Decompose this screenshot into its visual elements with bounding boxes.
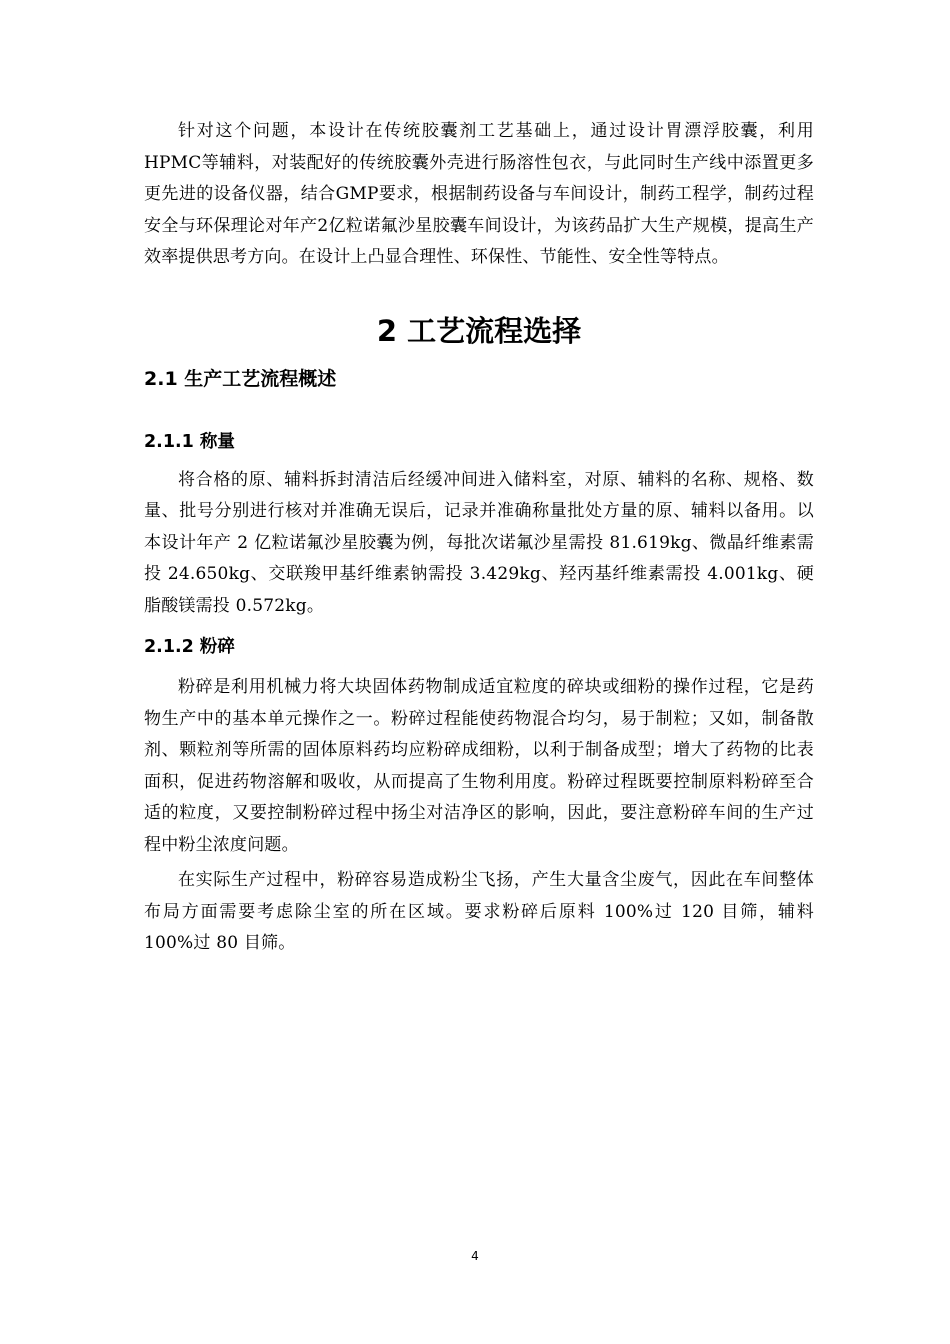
chapter-title: 2 工艺流程选择	[376, 313, 582, 348]
weighing-paragraph: 将合格的原、辅料拆封清洁后经缓冲间进入储料室，对原、辅料的名称、规格、数量、批号分别进行核对并准确无误后，记录并准确称量批处方量的原、辅料以备用。以本设计年产 2 亿粒诺氟沙星胶囊为例，每批次诺氟沙星需投 81.619kg、微晶纤维素需投 24.650kg、交联羧甲基纤维素钠需投 3.429kg、羟丙基纤维素需投 4.001kg、硬脂酸镁需投 0.572kg。	[144, 469, 814, 616]
subsection-title-crushing: 2.1.2 粉碎	[144, 637, 235, 657]
section-title: 2.1 生产工艺流程概述	[144, 367, 337, 390]
page-number: 4	[471, 1249, 479, 1263]
intro-paragraph: 针对这个问题，本设计在传统胶囊剂工艺基础上，通过设计胃漂浮胶囊，利用HPMC等辅料，对装配好的传统胶囊外壳进行肠溶性包衣，与此同时生产线中添置更多更先进的设备仪器，结合GMP要求，根据制药设备与车间设计，制药工程学，制药过程安全与环保理论对年产2亿粒诺氟沙星胶囊车间设计，为该药品扩大生产规模，提高生产效率提供思考方向。在设计上凸显合理性、环保性、节能性、安全性等特点。	[144, 121, 814, 267]
crushing-paragraph-2: 在实际生产过程中，粉碎容易造成粉尘飞扬，产生大量含尘废气，因此在车间整体布局方面需要考虑除尘室的所在区域。要求粉碎后原料 100%过 120 目筛，辅料 100%过 80 目筛。	[144, 870, 814, 953]
subsection-title-weighing: 2.1.1 称量	[144, 431, 235, 452]
document-body	[144, 116, 814, 960]
crushing-paragraph-1: 粉碎是利用机械力将大块固体药物制成适宜粒度的碎块或细粉的操作过程，它是药物生产中的基本单元操作之一。粉碎过程能使药物混合均匀，易于制粒；又如，制备散剂、颗粒剂等所需的固体原料药均应粉碎成细粉，以利于制备成型；增大了药物的比表面积，促进药物溶解和吸收，从而提高了生物利用度。粉碎过程既要控制原料粉碎至合适的粒度，又要控制粉碎过程中扬尘对洁净区的影响，因此，要注意粉碎车间的生产过程中粉尘浓度问题。	[144, 677, 814, 855]
